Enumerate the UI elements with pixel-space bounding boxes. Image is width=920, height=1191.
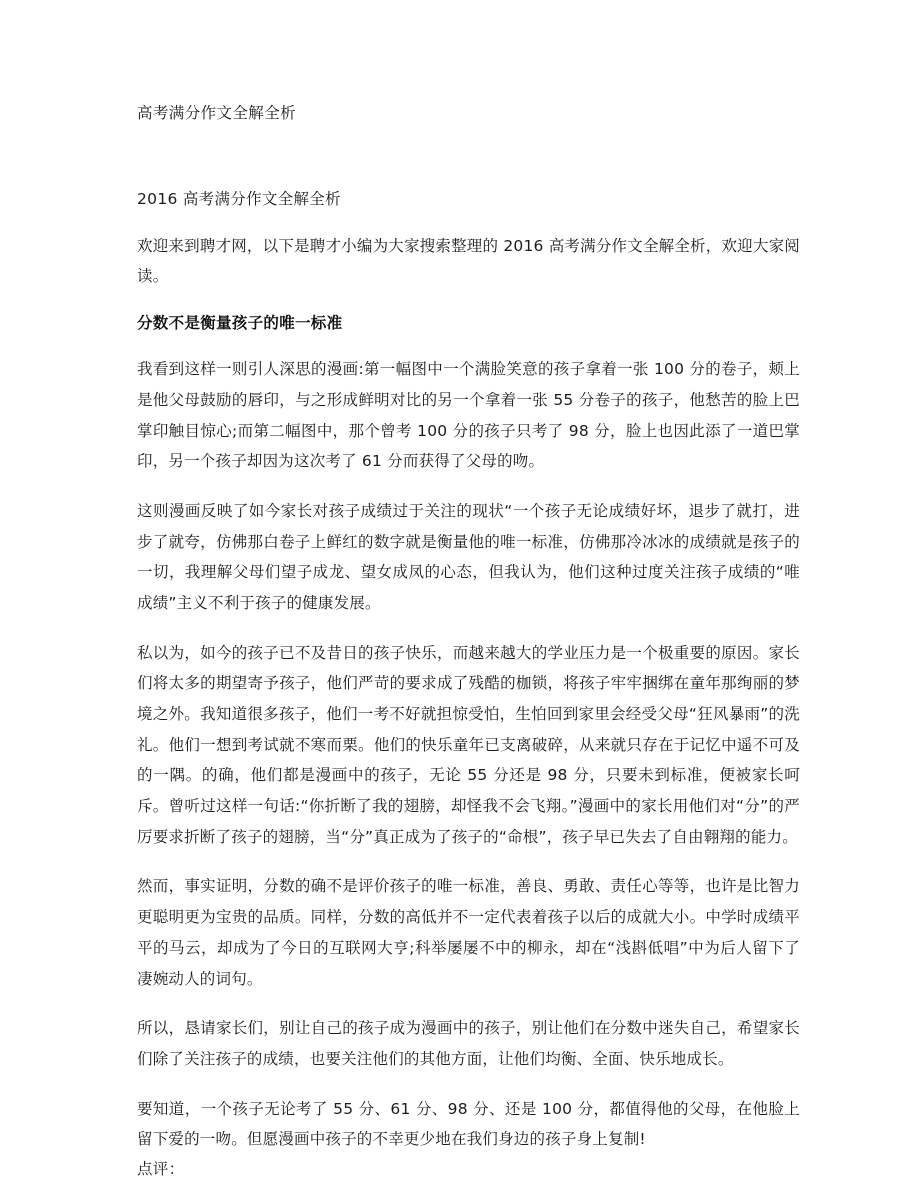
body-paragraph-4: 然而，事实证明，分数的确不是评价孩子的唯一标准，善良、勇敢、责任心等等，也许是比智力更聪明更为宝贵的品质。同样，分数的高低并不一定代表着孩子以后的成就大小。中学时成绩平平的马云，却成为了今日的互联网大亨;科举屡屡不中的柳永，却在“浅斟低唱”中为后人留下了凄婉动人的词句。 xyxy=(137,877,800,988)
body-paragraph-3: 私以为，如今的孩子已不及昔日的孩子快乐，而越来越大的学业压力是一个极重要的原因。家长们将太多的期望寄予孩子，他们严苛的要求成了残酷的枷锁，将孩子牢牢捆绑在童年那绚丽的梦境之外。我知道很多孩子，他们一考不好就担惊受怕，生怕回到家里会经受父母“狂风暴雨”的洗礼。他们一想到考试就不寒而栗。他们的快乐童年已支离破碎，从来就只存在于记忆中遥不可及的一隅。的确，他们都是漫画中的孩子，无论 55 分还是 98 分，只要未到标准，便被家长呵斥。曾听过这样一句话:“你折断了我的翅膀，却怪我不会飞翔。”漫画中的家长用他们对“分”的严厉要求折断了孩子的翅膀，当“分”真正成为了孩子的“命根”，孩子早已失去了自由翱翔的能力。 xyxy=(137,643,800,846)
article-subheading: 分数不是衡量孩子的唯一标准 xyxy=(137,314,343,333)
commentary-label: 点评： xyxy=(137,1159,185,1178)
body-paragraph-1: 我看到这样一则引人深思的漫画:第一幅图中一个满脸笑意的孩子拿着一张 100 分的卷子，颊上是他父母鼓励的唇印，与之形成鲜明对比的另一个拿着一张 55 分卷子的孩子，他愁苦的脸上巴掌印触目惊心;而第二幅图中，那个曾考 100 分的孩子只考了 98 分，脸上也因此添了一道巴掌印，另一个孩子却因为这次考了 61 分而获得了父母的吻。 xyxy=(137,360,800,471)
title-spacer xyxy=(137,125,800,188)
body-paragraph-5: 所以，恳请家长们，别让自己的孩子成为漫画中的孩子，别让他们在分数中迷失自己，希望家长们除了关注孩子的成绩，也要关注他们的其他方面，让他们均衡、全面、快乐地成长。 xyxy=(137,1019,800,1068)
body-paragraph-6: 要知道，一个孩子无论考了 55 分、61 分、98 分、还是 100 分，都值得他的父母，在他脸上留下爱的一吻。但愿漫画中孩子的不幸更少地在我们身边的孩子身上复制! xyxy=(137,1099,800,1149)
article-heading: 2016 高考满分作文全解全析 xyxy=(137,189,341,208)
document-title: 高考满分作文全解全析 xyxy=(137,104,297,122)
body-paragraph-2: 这则漫画反映了如今家长对孩子成绩过于关注的现状“一个孩子无论成绩好坏，退步了就打，进步了就夸，仿佛那白卷子上鲜红的数字就是衡量他的唯一标准，仿佛那冷冰冰的成绩就是孩子的一切，我理解父母们望子成龙、望女成凤的心态，但我认为，他们这种过度关注孩子成绩的“唯成绩”主义不利于孩子的健康发展。 xyxy=(137,501,800,612)
lead-paragraph: 欢迎来到聘才网，以下是聘才小编为大家搜索整理的 2016 高考满分作文全解全析，欢迎大家阅读。 xyxy=(137,236,800,286)
